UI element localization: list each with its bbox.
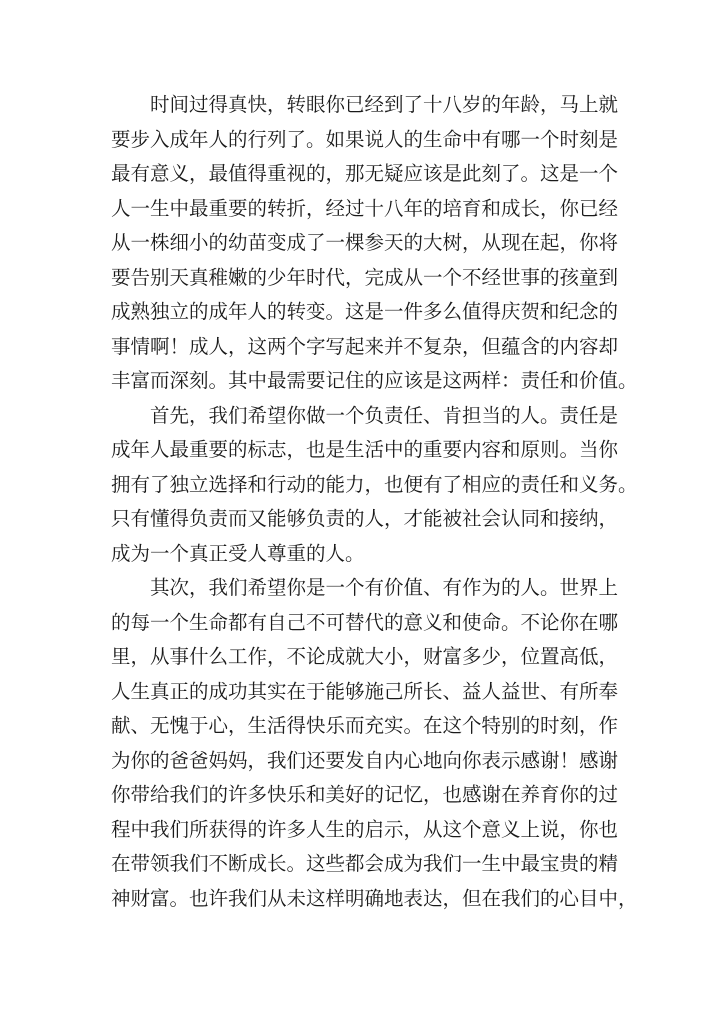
text-line: 从一株细小的幼苗变成了一棵参天的大树，从现在起，你将 [111, 231, 619, 254]
text-line: 程中我们所获得的许多人生的启示，从这个意义上说，你也 [111, 817, 619, 841]
text-line: 人生真正的成功其实在于能够施己所长、益人益世、有所奉 [111, 679, 619, 703]
paragraph-3 [111, 571, 638, 916]
text-line: 你带给我们的许多快乐和美好的记忆，也感谢在养育你的过 [111, 783, 619, 806]
text-line: 人一生中最重要的转折，经过十八年的培育和成长，你已经 [111, 196, 619, 220]
paragraph-2 [111, 399, 638, 572]
text-line: 只有懂得负责而又能够负责的人，才能被社会认同和接纳， [111, 507, 619, 530]
paragraph-1 [111, 88, 638, 399]
text-line: 神财富。也许我们从未这样明确地表达，但在我们的心目中， [111, 886, 638, 910]
text-line: 其次，我们希望你是一个有价值、有作为的人。世界上 [150, 576, 619, 599]
text-line: 时间过得真快，转眼你已经到了十八岁的年龄，马上就 [150, 93, 619, 116]
text-line: 拥有了独立选择和行动的能力，也便有了相应的责任和义务。 [111, 472, 638, 496]
text-line: 的每一个生命都有自己不可替代的意义和使命。不论你在哪 [111, 610, 619, 634]
text-line: 里，从事什么工作，不论成就大小，财富多少，位置高低， [111, 645, 619, 668]
text-line: 为你的爸爸妈妈，我们还要发自内心地向你表示感谢！感谢 [111, 748, 619, 772]
text-line: 丰富而深刻。其中最需要记住的应该是这两样：责任和价值。 [111, 369, 638, 392]
letter-body [111, 88, 638, 916]
text-line: 最有意义，最值得重视的，那无疑应该是此刻了。这是一个 [111, 162, 619, 185]
text-line: 成为一个真正受人尊重的人。 [111, 541, 365, 565]
text-line: 要告别天真稚嫩的少年时代，完成从一个不经世事的孩童到 [111, 265, 619, 289]
text-line: 成熟独立的成年人的转变。这是一件多么值得庆贺和纪念的 [111, 300, 619, 323]
text-line: 事情啊！成人，这两个字写起来并不复杂，但蕴含的内容却 [111, 334, 619, 358]
text-line: 成年人最重要的标志，也是生活中的重要内容和原则。当你 [111, 438, 619, 461]
text-line: 首先，我们希望你做一个负责任、肯担当的人。责任是 [150, 403, 619, 427]
text-line: 要步入成年人的行列了。如果说人的生命中有哪一个时刻是 [111, 127, 619, 151]
text-line: 在带领我们不断成长。这些都会成为我们一生中最宝贵的精 [111, 852, 619, 875]
text-line: 献、无愧于心，生活得快乐而充实。在这个特别的时刻，作 [111, 714, 619, 737]
